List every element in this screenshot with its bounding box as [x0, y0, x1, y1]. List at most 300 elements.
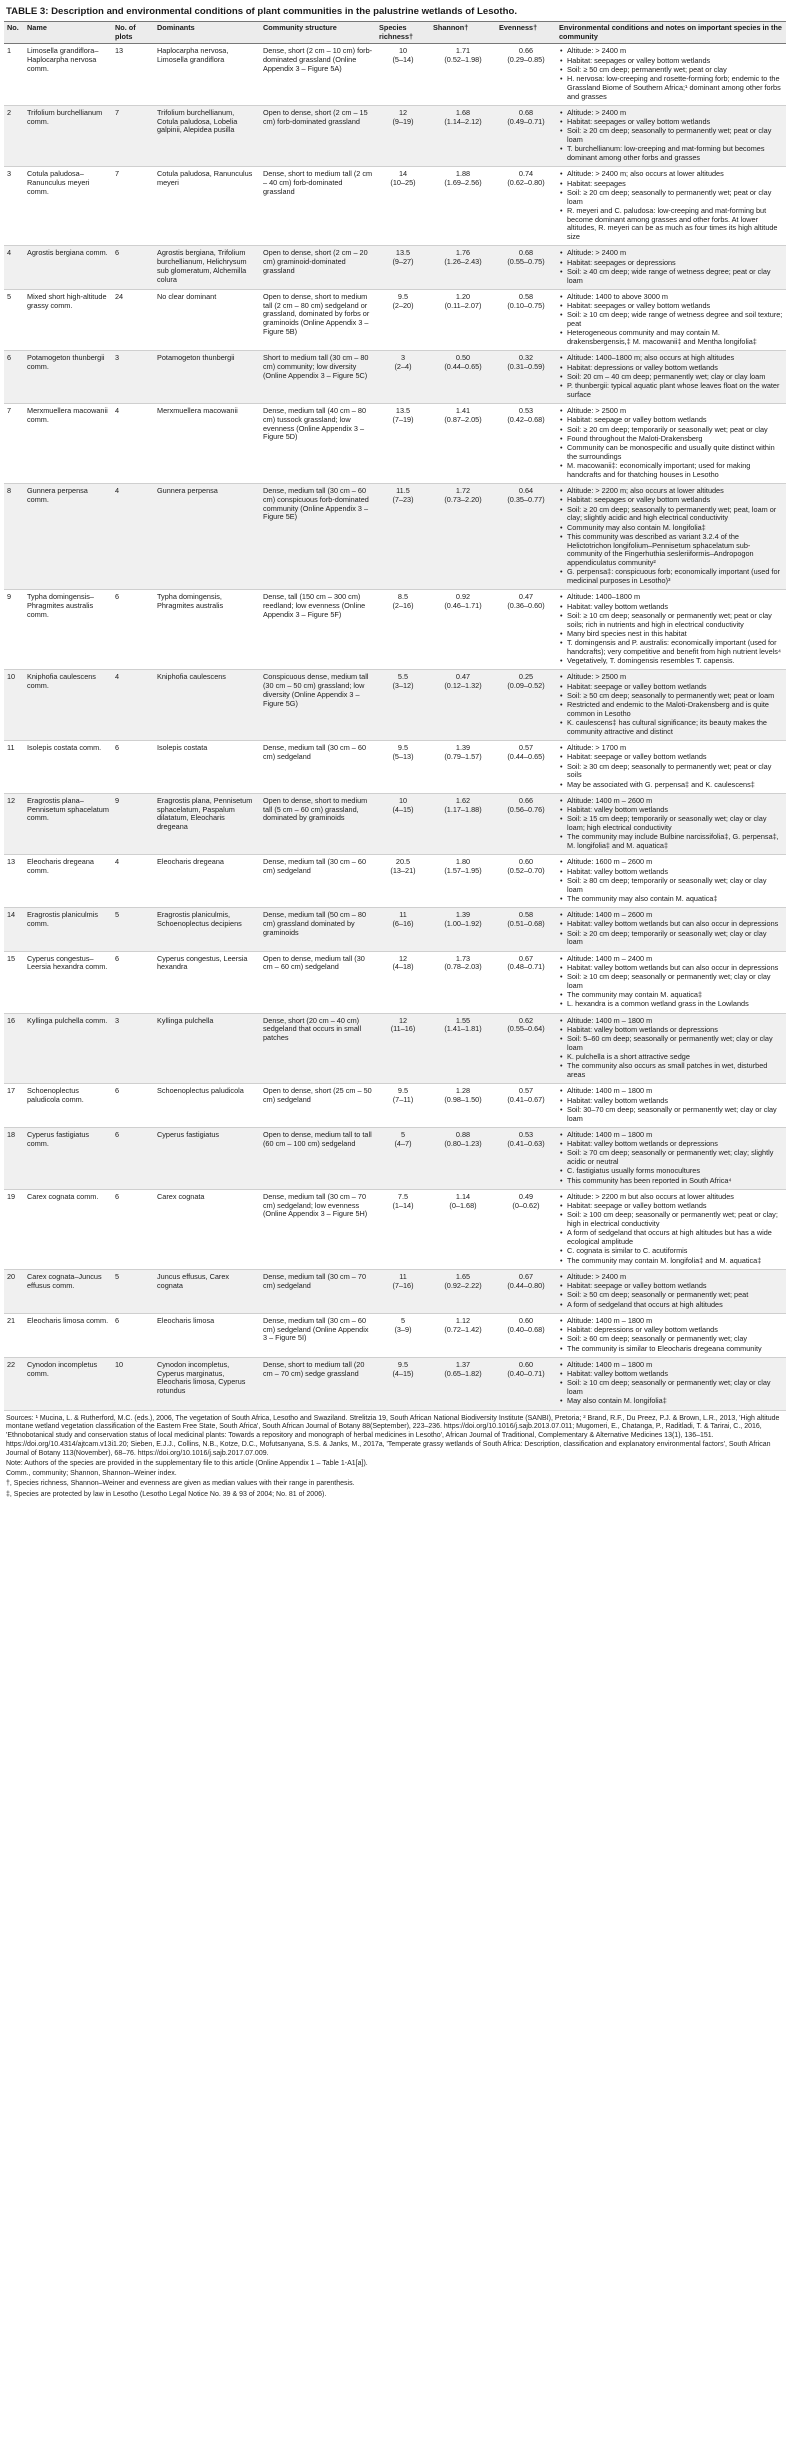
species-richness-range: (5–13) — [392, 751, 414, 761]
shannon-index-range: (0.65–1.82) — [444, 1368, 482, 1378]
plot-count: 5 — [112, 908, 154, 952]
community-structure: Dense, medium tall (30 cm – 60 cm) sedgeland — [260, 741, 376, 794]
shannon-index-cell — [430, 908, 496, 952]
species-richness-range: (9–19) — [392, 116, 414, 126]
evenness-median: 0.60 — [518, 857, 534, 867]
community-name: Isolepis costata comm. — [24, 741, 112, 794]
dominant-species: No clear dominant — [154, 289, 260, 351]
evenness-median: 0.47 — [518, 592, 534, 602]
dominant-species: Agrostis bergiana, Trifolium burchellianum, Helichrysum sub glomeratum, Alchemilla colura — [154, 246, 260, 290]
species-richness-cell — [376, 105, 430, 167]
plot-count: 13 — [112, 44, 154, 106]
row-number: 12 — [4, 793, 24, 855]
note-item: • Altitude: 1400 m – 1800 m — [567, 1361, 783, 1370]
evenness-cell — [496, 351, 556, 404]
note-item: • Altitude: > 2400 m; also occurs at lower altitudes — [567, 170, 783, 179]
note-item: • The community may include Bulbine narcissifolia‡, G. perpensa‡, M. longifolia‡ and M. aquatica‡ — [567, 833, 783, 851]
species-richness-cell — [376, 289, 430, 351]
shannon-index-cell — [430, 793, 496, 855]
environmental-notes — [556, 908, 786, 952]
evenness-median: 0.57 — [518, 743, 534, 753]
environmental-notes — [556, 1357, 786, 1410]
species-richness-median: 5 — [400, 1315, 406, 1325]
note-item: • H. nervosa: low-creeping and rosette-forming forb; endemic to the Grassland Biome of Southern Africa;¹ dominant among other forbs and grasses — [567, 75, 783, 101]
community-name: Merxmuellera macowanii comm. — [24, 404, 112, 484]
note-item: • G. perpensa‡: conspicuous forb; economically important (used for medicinal purposes in Lesotho)³ — [567, 568, 783, 586]
note-item: • Many bird species nest in this habitat — [567, 630, 783, 639]
note-item: • C. fastigiatus usually forms monocultures — [567, 1167, 783, 1176]
shannon-index-range: (1.69–2.56) — [444, 178, 482, 188]
note-item: • Altitude: > 2400 m — [567, 249, 783, 258]
evenness-cell — [496, 1313, 556, 1357]
shannon-index-range: (0.46–1.71) — [444, 601, 482, 611]
dominant-species: Typha domingensis, Phragmites australis — [154, 590, 260, 670]
species-richness-cell — [376, 741, 430, 794]
row-number: 16 — [4, 1013, 24, 1084]
note-item: • Soil: 30–70 cm deep; seasonally or permanently wet; clay or clay loam — [567, 1106, 783, 1124]
evenness-median: 0.67 — [518, 1271, 534, 1281]
community-structure: Dense, short (2 cm – 10 cm) forb-dominated grassland (Online Appendix 3 – Figure 5A) — [260, 44, 376, 106]
note-item: • Habitat: valley bottom wetlands — [567, 1097, 783, 1106]
evenness-range: (0.62–0.80) — [507, 178, 545, 188]
note-item: • Altitude: > 2200 m but also occurs at lower altitudes — [567, 1193, 783, 1202]
community-name: Cyperus fastigiatus comm. — [24, 1127, 112, 1189]
evenness-median: 0.58 — [518, 910, 534, 920]
notes-list — [559, 487, 783, 586]
evenness-median: 0.68 — [518, 248, 534, 258]
species-richness-median: 9.5 — [397, 1086, 409, 1096]
evenness-cell — [496, 855, 556, 908]
species-richness-cell — [376, 167, 430, 246]
evenness-range: (0–0.62) — [512, 1200, 540, 1210]
note-item: • Altitude: 1600 m – 2600 m — [567, 858, 783, 867]
note-item: • Heterogeneous community and may contain M. drakensbergensis,‡ M. macowanii‡ and Mentha longifolia‡ — [567, 329, 783, 347]
species-richness-median: 13.5 — [395, 248, 411, 258]
shannon-index-cell — [430, 1357, 496, 1410]
table-row — [4, 105, 786, 167]
shannon-index-median: 1.71 — [455, 46, 471, 56]
evenness-median: 0.53 — [518, 1129, 534, 1139]
notes-list — [559, 744, 783, 789]
species-richness-range: (4–15) — [392, 1368, 414, 1378]
species-richness-cell — [376, 793, 430, 855]
shannon-index-median: 0.92 — [455, 592, 471, 602]
note-item: • Altitude: 1400 m – 1800 m — [567, 1131, 783, 1140]
plot-count: 4 — [112, 855, 154, 908]
dominant-species: Gunnera perpensa — [154, 484, 260, 590]
shannon-index-range: (0–1.68) — [449, 1200, 477, 1210]
note-item: • Habitat: depressions or valley bottom wetlands — [567, 364, 783, 373]
note-item: • Soil: ≥ 10 cm deep; seasonally or permanently wet; clay or clay loam — [567, 973, 783, 991]
species-richness-cell — [376, 855, 430, 908]
note-item: • Soil: ≥ 50 cm deep; seasonally to permanently wet; peat or loam — [567, 692, 783, 701]
note-item: • Soil: ≥ 10 cm deep; seasonally or permanently wet; clay or clay loam — [567, 1379, 783, 1397]
note-item: • Soil: ≥ 20 cm deep; temporarily or seasonally wet; peat or clay — [567, 426, 783, 435]
species-richness-range: (7–19) — [392, 414, 414, 424]
table-row — [4, 741, 786, 794]
evenness-range: (0.31–0.59) — [507, 362, 545, 372]
notes-list — [559, 955, 783, 1010]
shannon-index-range: (0.98–1.50) — [444, 1095, 482, 1105]
note-item: • Altitude: 1400–1800 m; also occurs at high altitudes — [567, 354, 783, 363]
evenness-range: (0.55–0.64) — [507, 1024, 545, 1034]
shannon-index-median: 1.28 — [455, 1086, 471, 1096]
shannon-index-cell — [430, 1269, 496, 1313]
evenness-cell — [496, 289, 556, 351]
notes-list — [559, 858, 783, 903]
note-item: • Habitat: depressions or valley bottom wetlands — [567, 1326, 783, 1335]
row-number: 1 — [4, 44, 24, 106]
community-name: Potamogeton thunbergii comm. — [24, 351, 112, 404]
note-item: • Soil: 5–60 cm deep; seasonally or permanently wet; clay or clay loam — [567, 1035, 783, 1053]
shannon-index-median: 1.41 — [455, 406, 471, 416]
species-richness-median: 20.5 — [395, 857, 411, 867]
species-richness-cell — [376, 351, 430, 404]
dominant-species: Cyperus fastigiatus — [154, 1127, 260, 1189]
shannon-index-range: (1.14–2.12) — [444, 116, 482, 126]
environmental-notes — [556, 1313, 786, 1357]
environmental-notes — [556, 44, 786, 106]
shannon-index-range: (1.00–1.92) — [444, 918, 482, 928]
evenness-cell — [496, 1189, 556, 1269]
table-row — [4, 484, 786, 590]
evenness-range: (0.42–0.68) — [507, 414, 545, 424]
environmental-notes — [556, 105, 786, 167]
note-item: • Altitude: > 2400 m — [567, 47, 783, 56]
note-item: • Soil: ≥ 70 cm deep; seasonally or permanently wet; clay; slightly acidic or neutral — [567, 1149, 783, 1167]
notes-list — [559, 1193, 783, 1266]
footnote-note: Note: Authors of the species are provided in the supplementary file to this article (Online Appendix 1 – Table 1-A1[a]). — [6, 1459, 368, 1467]
note-item: • Habitat: valley bottom wetlands — [567, 1370, 783, 1379]
row-number: 13 — [4, 855, 24, 908]
note-item: • Altitude: > 2400 m — [567, 109, 783, 118]
community-name: Eleocharis dregeana comm. — [24, 855, 112, 908]
evenness-range: (0.44–0.65) — [507, 751, 545, 761]
table-caption: TABLE 3: Description and environmental conditions of plant communities in the palustrine wetlands of Lesotho. — [6, 6, 517, 17]
dominant-species: Haplocarpha nervosa, Limosella grandiflora — [154, 44, 260, 106]
table-row — [4, 1269, 786, 1313]
plant-communities-table — [4, 21, 786, 1411]
note-item: • The community is similar to Eleocharis dregeana community — [567, 1345, 783, 1354]
note-item: • Habitat: valley bottom wetlands — [567, 603, 783, 612]
evenness-median: 0.58 — [518, 291, 534, 301]
notes-list — [559, 1087, 783, 1123]
note-item: • Soil: ≥ 40 cm deep; wide range of wetness degree; peat or clay loam — [567, 268, 783, 286]
plot-count: 6 — [112, 1313, 154, 1357]
row-number: 22 — [4, 1357, 24, 1410]
evenness-range: (0.09–0.52) — [507, 681, 545, 691]
dominant-species: Schoenoplectus paludicola — [154, 1084, 260, 1128]
note-item: • Altitude: > 2200 m; also occurs at lower altitudes — [567, 487, 783, 496]
shannon-index-range: (0.79–1.57) — [444, 751, 482, 761]
note-item: • Soil: ≥ 20 cm deep; seasonally to permanently wet; peat or clay loam — [567, 127, 783, 145]
table-row — [4, 167, 786, 246]
notes-list — [559, 1017, 783, 1080]
evenness-cell — [496, 167, 556, 246]
evenness-median: 0.74 — [518, 169, 534, 179]
environmental-notes — [556, 1084, 786, 1128]
footnote-sources: Sources: ¹ Mucina, L. & Rutherford, M.C. (eds.), 2006, The vegetation of South Africa, Lesotho and Swaziland. Strelitzia 19, South African National Biodiversity Institute (SANBI), Pretoria; ² Brand, R.F., Du Preez, P.J. & Brown, L.R., 2013, 'High altitude montane wetland vegetation classification of the Eastern Free State, South Africa', South African Journal of Botany 88(September), 223–236. https://doi.org/10.1016/j.sajb.2013.07.011; Mugomeri, E., Chatanga, P., Raditladi, T. & Tarirai, C., 2016, 'Ethnobotanical study and conservation status of local medicinal plants: Towards a repository and monograph of herbal medicines in Lesotho', African Journal of Traditional, Complementary & Alternative Medicines 13(1), 136–151. https://doi.org/10.4314/ajtcam.v13i1.20; Sieben, E.J.J., Collins, N.B., Kotze, D.C., Mofutsanyana, S.S. & Janks, M., 2017a, 'Temperate grassy wetlands of South Africa: Description, classification and explanatory environmental factors', South African Journal of Botany 113(November), 68–76. https://doi.org/10.1016/j.sajb.2017.07.009. — [6, 1414, 780, 1457]
note-item: • May also contain M. longifolia‡ — [567, 1397, 783, 1406]
note-item: • T. burchellianum: low-creeping and mat-forming but becomes dominant among other forbs and grasses — [567, 145, 783, 163]
notes-list — [559, 293, 783, 347]
footnote-dagger: †, Species richness, Shannon–Weiner and evenness are given as median values with their range in parenthesis. — [6, 1480, 355, 1488]
species-richness-median: 12 — [398, 953, 408, 963]
note-item: • Habitat: seepages or depressions — [567, 259, 783, 268]
species-richness-range: (2–20) — [392, 300, 414, 310]
header-row — [4, 21, 786, 44]
species-richness-range: (3–12) — [392, 681, 414, 691]
evenness-cell — [496, 246, 556, 290]
shannon-index-median: 1.37 — [455, 1359, 471, 1369]
community-structure: Dense, medium tall (40 cm – 80 cm) tussock grassland; low evenness (Online Appendix 3 – Figure 5D) — [260, 404, 376, 484]
plot-count: 9 — [112, 793, 154, 855]
evenness-median: 0.57 — [518, 1086, 534, 1096]
shannon-index-range: (0.52–1.98) — [444, 55, 482, 65]
note-item: • Community can be monospecific and usually quite distinct within the surroundings — [567, 444, 783, 462]
notes-list — [559, 170, 783, 242]
row-number: 15 — [4, 951, 24, 1013]
shannon-index-cell — [430, 484, 496, 590]
note-item: • Found throughout the Maloti-Drakensberg — [567, 435, 783, 444]
shannon-index-cell — [430, 741, 496, 794]
dominant-species: Eleocharis dregeana — [154, 855, 260, 908]
species-richness-range: (4–15) — [392, 804, 414, 814]
table-row — [4, 1013, 786, 1084]
notes-list — [559, 673, 783, 736]
dominant-species: Merxmuellera macowanii — [154, 404, 260, 484]
species-richness-cell — [376, 670, 430, 741]
note-item: • Habitat: valley bottom wetlands but can also occur in depressions — [567, 920, 783, 929]
evenness-cell — [496, 105, 556, 167]
shannon-index-range: (1.57–1.95) — [444, 866, 482, 876]
species-richness-range: (7–16) — [392, 1280, 414, 1290]
shannon-index-median: 0.47 — [455, 672, 471, 682]
header-richness: Species richness† — [376, 21, 430, 44]
shannon-index-cell — [430, 44, 496, 106]
community-name: Kyllinga pulchella comm. — [24, 1013, 112, 1084]
table-row — [4, 793, 786, 855]
row-number: 4 — [4, 246, 24, 290]
community-structure: Dense, short to medium tall (2 cm – 40 cm) forb-dominated grassland — [260, 167, 376, 246]
evenness-cell — [496, 908, 556, 952]
note-item: • A form of sedgeland that occurs at high altitudes — [567, 1301, 783, 1310]
environmental-notes — [556, 951, 786, 1013]
species-richness-cell — [376, 1269, 430, 1313]
evenness-cell — [496, 793, 556, 855]
evenness-median: 0.62 — [518, 1015, 534, 1025]
community-name: Cynodon incompletus comm. — [24, 1357, 112, 1410]
table-header — [4, 21, 786, 44]
community-name: Eleocharis limosa comm. — [24, 1313, 112, 1357]
plot-count: 6 — [112, 1084, 154, 1128]
note-item: • K. caulescens‡ has cultural significance; its beauty makes the community attractive and distinct — [567, 719, 783, 737]
table-row — [4, 246, 786, 290]
environmental-notes — [556, 793, 786, 855]
shannon-index-range: (1.26–2.43) — [444, 257, 482, 267]
dominant-species: Eleocharis limosa — [154, 1313, 260, 1357]
table-row — [4, 951, 786, 1013]
shannon-index-range: (0.72–1.42) — [444, 1324, 482, 1334]
environmental-notes — [556, 670, 786, 741]
shannon-index-range: (1.41–1.81) — [444, 1024, 482, 1034]
community-structure: Short to medium tall (30 cm – 80 cm) community; low diversity (Online Appendix 3 – Figure 5C) — [260, 351, 376, 404]
community-structure: Dense, medium tall (50 cm – 80 cm) grassland dominated by graminoids — [260, 908, 376, 952]
note-item: • Vegetatively, T. domingensis resembles T. capensis. — [567, 657, 783, 666]
species-richness-range: (7–23) — [392, 494, 414, 504]
evenness-cell — [496, 670, 556, 741]
evenness-cell — [496, 1357, 556, 1410]
evenness-range: (0.49–0.71) — [507, 116, 545, 126]
community-structure: Dense, medium tall (30 cm – 70 cm) sedgeland — [260, 1269, 376, 1313]
shannon-index-range: (1.17–1.88) — [444, 804, 482, 814]
header-shannon: Shannon† — [430, 21, 496, 44]
evenness-range: (0.29–0.85) — [507, 55, 545, 65]
community-structure: Open to dense, short to medium tall (2 cm – 80 cm) sedgeland or grassland, dominated by forbs or graminoids (Online Appendix 3 – Figure 5B) — [260, 289, 376, 351]
species-richness-range: (4–18) — [392, 962, 414, 972]
note-item: • Soil: ≥ 30 cm deep; seasonally to permanently wet; peat or clay soils — [567, 763, 783, 781]
notes-list — [559, 354, 783, 399]
evenness-range: (0.36–0.60) — [507, 601, 545, 611]
evenness-median: 0.32 — [518, 353, 534, 363]
species-richness-median: 5.5 — [397, 672, 409, 682]
environmental-notes — [556, 351, 786, 404]
note-item: • May be associated with G. perpensa‡ and K. caulescens‡ — [567, 781, 783, 790]
note-item: • Altitude: 1400 m – 2600 m — [567, 911, 783, 920]
species-richness-median: 11.5 — [396, 486, 410, 496]
row-number: 18 — [4, 1127, 24, 1189]
community-structure: Open to dense, short (2 cm – 20 cm) graminoid-dominated grassland — [260, 246, 376, 290]
evenness-median: 0.68 — [518, 107, 534, 117]
note-item: • Soil: ≥ 50 cm deep; seasonally or permanently wet; peat — [567, 1291, 783, 1300]
community-name: Carex cognata comm. — [24, 1189, 112, 1269]
dominant-species: Cyperus congestus, Leersia hexandra — [154, 951, 260, 1013]
plot-count: 7 — [112, 105, 154, 167]
note-item: • Habitat: valley bottom wetlands — [567, 868, 783, 877]
shannon-index-cell — [430, 1313, 496, 1357]
note-item: • Restricted and endemic to the Maloti-Drakensberg and is quite common in Lesotho — [567, 701, 783, 719]
header-structure: Community structure — [260, 21, 376, 44]
evenness-cell — [496, 404, 556, 484]
note-item: • K. pulchella is a short attractive sedge — [567, 1053, 783, 1062]
environmental-notes — [556, 167, 786, 246]
environmental-notes — [556, 404, 786, 484]
species-richness-cell — [376, 1189, 430, 1269]
community-name: Cotula paludosa–Ranunculus meyeri comm. — [24, 167, 112, 246]
shannon-index-median: 0.88 — [455, 1129, 471, 1139]
community-structure: Conspicuous dense, medium tall (30 cm – 50 cm) grassland; low diversity (Online Appendix 3 – Figure 5G) — [260, 670, 376, 741]
shannon-index-median: 1.39 — [455, 910, 471, 920]
evenness-median: 0.60 — [518, 1315, 534, 1325]
species-richness-cell — [376, 1084, 430, 1128]
shannon-index-median: 1.68 — [455, 107, 471, 117]
table-row — [4, 908, 786, 952]
note-item: • The community may also contain M. aquatica‡ — [567, 895, 783, 904]
evenness-range: (0.35–0.77) — [507, 494, 545, 504]
community-name: Trifolium burchellianum comm. — [24, 105, 112, 167]
evenness-range: (0.40–0.71) — [507, 1368, 545, 1378]
row-number: 3 — [4, 167, 24, 246]
note-item: • Habitat: seepages or valley bottom wetlands — [567, 302, 783, 311]
note-item: • Altitude: 1400 to above 3000 m — [567, 293, 783, 302]
note-item: • Soil: ≥ 60 cm deep; seasonally or permanently wet; clay — [567, 1335, 783, 1344]
community-structure: Dense, short to medium tall (20 cm – 70 cm) sedge grassland — [260, 1357, 376, 1410]
dominant-species: Eragrostis planiculmis, Schoenoplectus decipiens — [154, 908, 260, 952]
species-richness-cell — [376, 951, 430, 1013]
shannon-index-median: 1.62 — [455, 795, 471, 805]
evenness-cell — [496, 741, 556, 794]
table-row — [4, 855, 786, 908]
plot-count: 4 — [112, 484, 154, 590]
shannon-index-range: (0.11–2.07) — [444, 300, 482, 310]
evenness-cell — [496, 1127, 556, 1189]
evenness-range: (0.56–0.76) — [507, 804, 545, 814]
species-richness-range: (5–14) — [392, 55, 414, 65]
note-item: • M. macowanii‡: economically important; used for making handcrafts and for thatching houses in Lesotho — [567, 462, 783, 480]
shannon-index-median: 1.76 — [455, 248, 471, 258]
shannon-index-median: 1.39 — [455, 743, 471, 753]
community-name: Eragrostis planiculmis comm. — [24, 908, 112, 952]
community-structure: Open to dense, short (2 cm – 15 cm) forb-dominated grassland — [260, 105, 376, 167]
species-richness-median: 7.5 — [397, 1191, 409, 1201]
shannon-index-range: (0.80–1.23) — [444, 1138, 482, 1148]
note-item: • Habitat: seepages or valley bottom wetlands — [567, 118, 783, 127]
shannon-index-cell — [430, 1189, 496, 1269]
notes-list — [559, 47, 783, 101]
species-richness-median: 11 — [399, 1271, 407, 1281]
plot-count: 10 — [112, 1357, 154, 1410]
shannon-index-cell — [430, 1127, 496, 1189]
shannon-index-cell — [430, 590, 496, 670]
species-richness-range: (11–16) — [390, 1024, 416, 1034]
species-richness-range: (7–11) — [392, 1095, 414, 1105]
shannon-index-cell — [430, 670, 496, 741]
shannon-index-range: (0.78–2.03) — [444, 962, 482, 972]
evenness-median: 0.49 — [518, 1191, 534, 1201]
species-richness-cell — [376, 1013, 430, 1084]
header-notes: Environmental conditions and notes on important species in the community — [556, 21, 786, 44]
evenness-cell — [496, 484, 556, 590]
row-number: 10 — [4, 670, 24, 741]
evenness-range: (0.51–0.68) — [507, 918, 545, 928]
table-row — [4, 289, 786, 351]
community-name: Carex cognata–Juncus effusus comm. — [24, 1269, 112, 1313]
community-structure: Dense, medium tall (30 cm – 70 cm) sedgeland; low evenness (Online Appendix 3 – Figure 5H) — [260, 1189, 376, 1269]
evenness-median: 0.60 — [518, 1359, 534, 1369]
note-item: • The community may contain M. aquatica‡ — [567, 991, 783, 1000]
community-name: Limosella grandiflora–Haplocarpha nervosa comm. — [24, 44, 112, 106]
note-item: • Altitude: 1400 m – 1800 m — [567, 1317, 783, 1326]
shannon-index-median: 1.72 — [455, 486, 471, 496]
note-item: • Habitat: valley bottom wetlands but can also occur in depressions — [567, 964, 783, 973]
evenness-range: (0.55–0.75) — [507, 257, 545, 267]
note-item: • P. thunbergii: typical aquatic plant whose leaves float on the water surface — [567, 382, 783, 400]
plot-count: 6 — [112, 590, 154, 670]
dominant-species: Carex cognata — [154, 1189, 260, 1269]
plot-count: 3 — [112, 351, 154, 404]
dominant-species: Cynodon incompletus, Cyperus marginatus, Eleocharis limosa, Cyperus rotundus — [154, 1357, 260, 1410]
note-item: • Soil: ≥ 10 cm deep; wide range of wetness degree and soil texture; peat — [567, 311, 783, 329]
notes-list — [559, 1273, 783, 1310]
evenness-median: 0.66 — [518, 46, 534, 56]
row-number: 2 — [4, 105, 24, 167]
species-richness-cell — [376, 246, 430, 290]
dominant-species: Kniphofia caulescens — [154, 670, 260, 741]
species-richness-median: 8.5 — [397, 592, 409, 602]
species-richness-median: 9.5 — [397, 1359, 409, 1369]
environmental-notes — [556, 246, 786, 290]
shannon-index-cell — [430, 404, 496, 484]
